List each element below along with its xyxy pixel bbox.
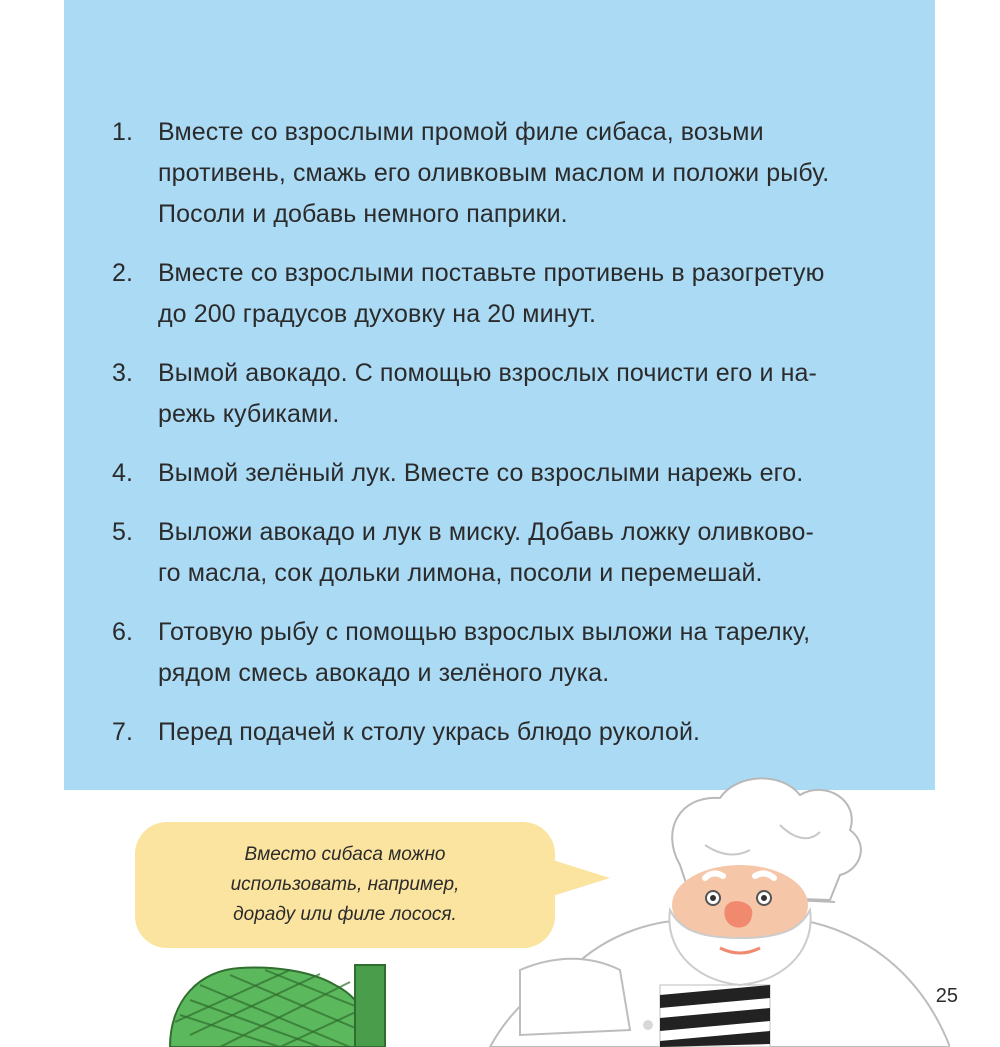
recipe-step bbox=[112, 712, 902, 753]
step-text-line: го масла, сок дольки лимона, посоли и перемешай. bbox=[158, 559, 763, 587]
step-text-line: Готовую рыбу с помощью взрослых выложи на тарелку, bbox=[158, 618, 811, 646]
recipe-step bbox=[112, 253, 902, 335]
step-text-line: противень, смажь его оливковым маслом и положи рыбу. bbox=[158, 159, 830, 187]
recipe-step bbox=[112, 353, 902, 435]
tip-line: дораду или филе лосося. bbox=[233, 904, 457, 925]
tip-line: Вместо сибаса можно bbox=[244, 844, 446, 865]
step-text-line: Вымой авокадо. С помощью взрослых почисти его и на- bbox=[158, 359, 817, 387]
step-text-line: режь кубиками. bbox=[158, 400, 340, 428]
step-text-line: рядом смесь авокадо и зелёного лука. bbox=[158, 659, 610, 687]
step-number: 2. bbox=[112, 259, 134, 287]
recipe-step bbox=[112, 612, 902, 694]
step-text-line: до 200 градусов духовку на 20 минут. bbox=[158, 300, 596, 328]
tip-line: использовать, например, bbox=[230, 874, 460, 895]
step-number: 6. bbox=[112, 618, 134, 646]
step-number: 4. bbox=[112, 459, 134, 487]
step-text-line: Перед подачей к столу укрась блюдо руколой. bbox=[158, 718, 701, 746]
tip-text bbox=[135, 840, 555, 930]
step-text-line: Выложи авокадо и лук в миску. Добавь ложку оливково- bbox=[158, 518, 814, 546]
recipe-step bbox=[112, 453, 902, 494]
step-text-line: Посоли и добавь немного паприки. bbox=[158, 200, 568, 228]
step-number: 1. bbox=[112, 118, 134, 146]
step-number: 3. bbox=[112, 359, 134, 387]
step-text-line: Вместе со взрослыми промой филе сибаса, возьми bbox=[158, 118, 764, 146]
page-number: 25 bbox=[935, 985, 958, 1007]
recipe-step bbox=[112, 512, 902, 594]
step-text-line: Вымой зелёный лук. Вместе со взрослыми нарежь его. bbox=[158, 459, 804, 487]
step-text-line: Вместе со взрослыми поставьте противень в разогретую bbox=[158, 259, 825, 287]
oven-mitt-icon bbox=[170, 965, 385, 1047]
recipe-step bbox=[112, 112, 902, 235]
step-number: 7. bbox=[112, 718, 134, 746]
recipe-steps-list bbox=[112, 112, 902, 771]
step-number: 5. bbox=[112, 518, 134, 546]
striped-scarf bbox=[660, 985, 770, 1047]
